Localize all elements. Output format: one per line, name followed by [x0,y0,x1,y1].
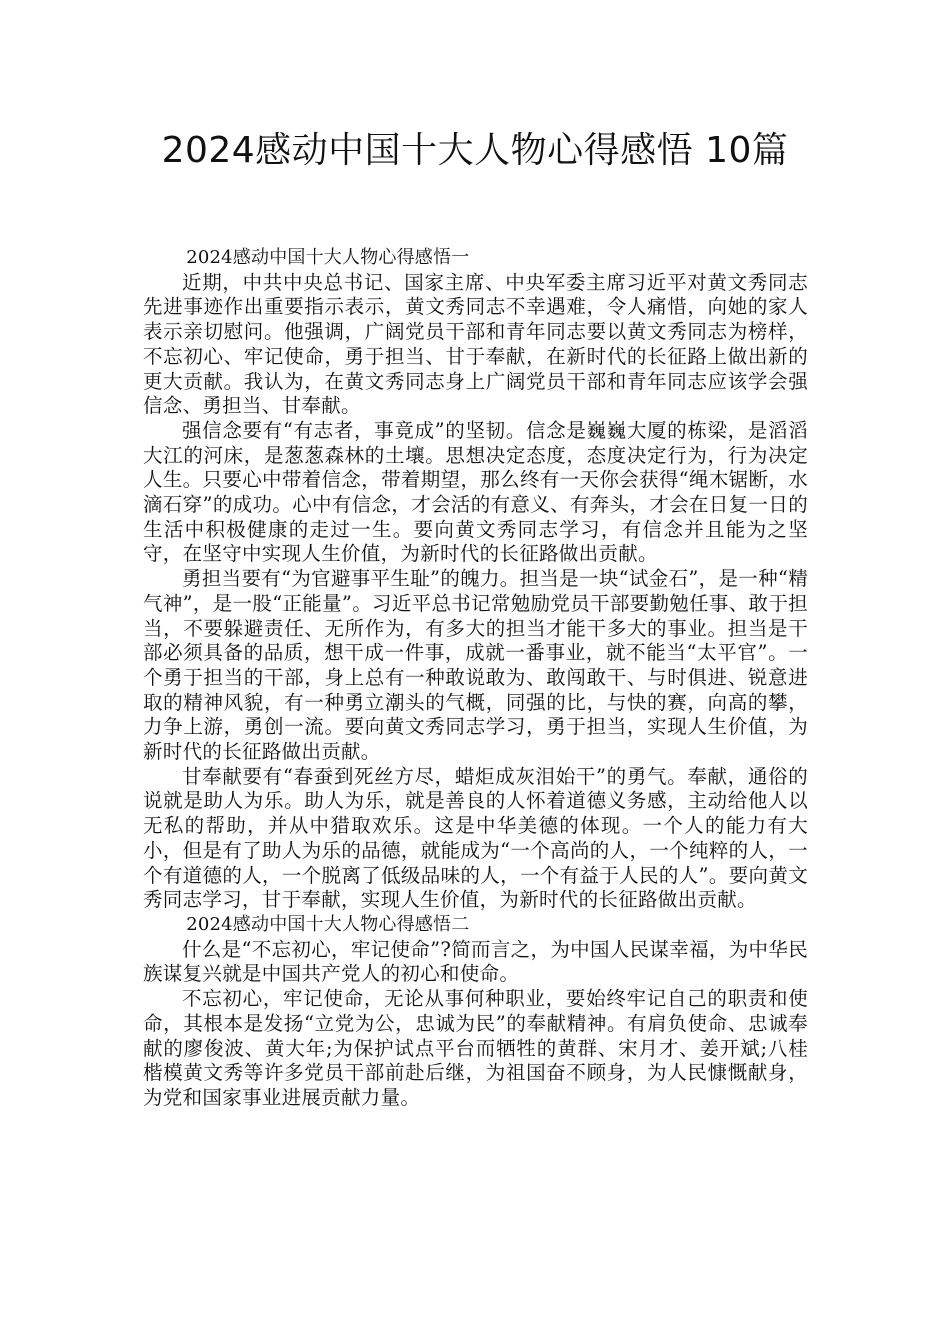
paragraph: 近期，中共中央总书记、国家主席、中央军委主席习近平对黄文秀同志先进事迹作出重要指示表示，黄文秀同志不幸遇难，令人痛惜，向她的家人表示亲切慰问。他强调，广阔党员干部和青年同志要以黄文秀同志为榜样，不忘初心、牢记使命，勇于担当、甘于奉献，在新时代的长征路上做出新的更大贡献。我认为，在黄文秀同志身上广阔党员干部和青年同志应该学会强信念、勇担当、甘奉献。 [143,270,808,418]
section-heading-1: 2024感动中国十大人物心得感悟一 [186,247,470,268]
section-heading-2: 2024感动中国十大人物心得感悟二 [186,913,470,935]
paragraph: 什么是“不忘初心，牢记使命”?简而言之，为中国人民谋幸福，为中华民族谋复兴就是中国共产党人的初心和使命。 [143,937,808,986]
paragraph: 甘奉献要有“春蚕到死丝方尽，蜡炬成灰泪始干”的勇气。奉献，通俗的说就是助人为乐。助人为乐，就是善良的人怀着道德义务感，主动给他人以无私的帮助，并从中猎取欢乐。这是中华美德的体现。一个人的能力有大小，但是有了助人为乐的品德，就能成为“一个高尚的人，一个纯粹的人，一个有道德的人，一个脱离了低级品味的人，一个有益于人民的人”。要向黄文秀同志学习，甘于奉献，实现人生价值，为新时代的长征路做出贡献。 [143,764,808,912]
document-body [143,246,808,1111]
paragraph: 不忘初心，牢记使命，无论从事何种职业，要始终牢记自己的职责和使命，其根本是发扬“立党为公，忠诚为民”的奉献精神。有肩负使命、忠诚奉献的廖俊波、黄大年;为保护试点平台而牺牲的黄群、宋月才、姜开斌;八桂楷模黄文秀等许多党员干部前赴后继，为祖国奋不顾身，为人民慷慨献身，为党和国家事业进展贡献力量。 [143,987,808,1109]
document-title: 2024感动中国十大人物心得感悟 10篇 [161,130,789,171]
paragraph: 强信念要有“有志者，事竟成”的坚韧。信念是巍巍大厦的栋梁，是滔滔大江的河床，是葱葱森林的土壤。思想决定态度，态度决定行为，行为决定人生。只要心中带着信念，带着期望，那么终有一天你会获得“绳木锯断，水滴石穿”的成功。心中有信念，才会活的有意义、有奔头，才会在日复一日的生活中积极健康的走过一生。要向黄文秀同志学习，有信念并且能为之坚守，在坚守中实现人生价值，为新时代的长征路做出贡献。 [143,418,808,566]
paragraph: 勇担当要有“为官避事平生耻”的魄力。担当是一块“试金石”，是一种“精气神”，是一股“正能量”。习近平总书记常勉励党员干部要勤勉任事、敢于担当，不要躲避责任、无所作为，有多大的担当才能干多大的事业。担当是干部必须具备的品质，想干成一件事，成就一番事业，就不能当“太平官”。一个勇于担当的干部，身上总有一种敢说敢为、敢闯敢干、与时俱进、锐意进取的精神风貌，有一种勇立潮头的气概，同强的比，与快的赛，向高的攀，力争上游，勇创一流。要向黄文秀同志学习，勇于担当，实现人生价值，为新时代的长征路做出贡献。 [143,567,808,764]
